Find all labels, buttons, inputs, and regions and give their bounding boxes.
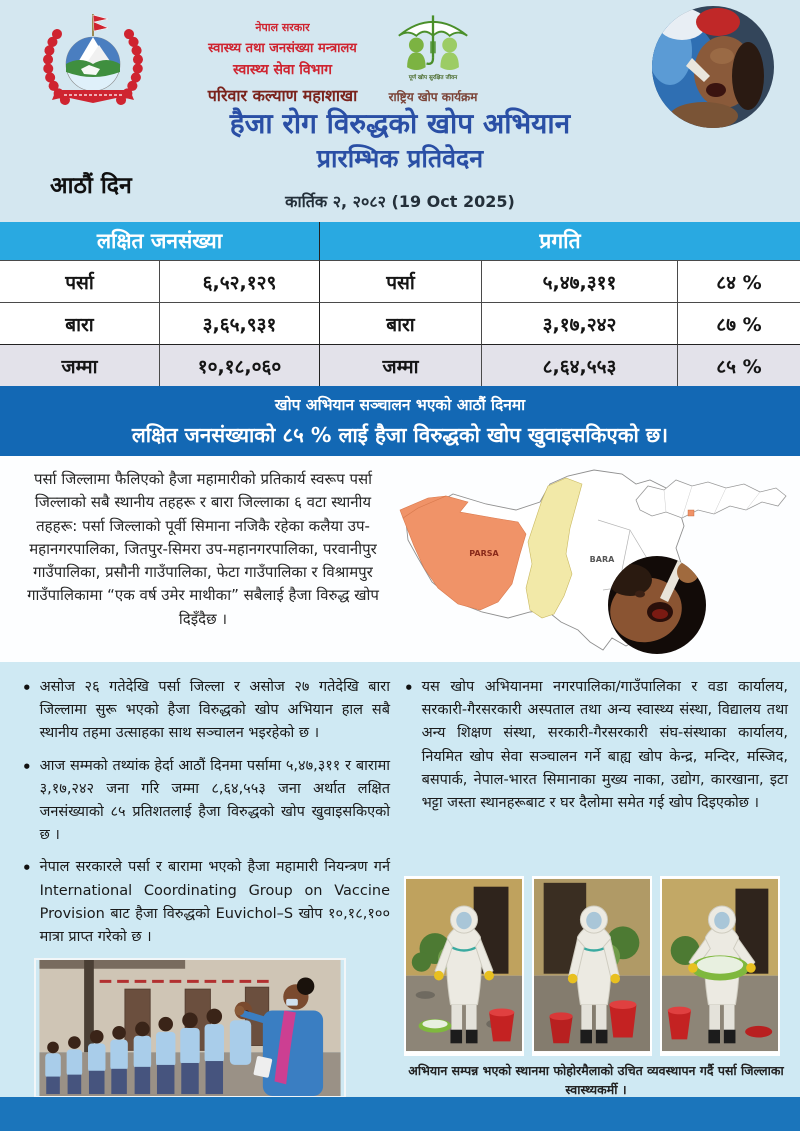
cell-percent: ८७ % (678, 302, 800, 344)
bullet-icon: • (22, 679, 32, 697)
cell-progress: ३,१७,२४२ (482, 302, 678, 344)
map-label-bara: BARA (589, 555, 615, 564)
page-title: हैजा रोग विरुद्धको खोप अभियान (229, 107, 571, 140)
list-item (22, 755, 390, 848)
cell-district: पर्सा (320, 260, 482, 302)
cell-district: पर्सा (0, 260, 160, 302)
program-name: राष्ट्रिय खोप कार्यक्रम (388, 90, 478, 104)
govt-line: स्वास्थ्य सेवा विभाग (233, 62, 332, 78)
cell-progress-total: ८,६४,५५३ (482, 344, 678, 386)
nepal-government-emblem-icon (36, 10, 150, 110)
right-column (404, 676, 788, 824)
cell-progress: ५,४७,३११ (482, 260, 678, 302)
program-tagline: पूर्ण खोप सुरक्षित जीवन (408, 75, 458, 82)
list-item (22, 856, 390, 949)
intro-paragraph: पर्सा जिल्लामा फैलिएको हैजा महामारीको प्रतिकार्य स्वरूप पर्सा जिल्लाको सबै स्थानीय तहहरू र बारा जिल्लाका ६ वटा स्थानीय तहहरू: पर्सा जिल्लाको पूर्वी सिमाना नजिकै रहेका कलैया उप-महानगरपालिका, जितपुर-सिमरा उप-महानगरपालिका, परवानीपुर गाउँपालिका, प्रसौनी गाउँपालिका, फेटा गाउँपालिका र विश्रामपुर गाउँपालिकामा “एक वर्ष उमेर माथीका” सबैलाई हैजा विरुद्ध खोप दिइँदैछ । (27, 470, 379, 628)
cell-district: बारा (320, 302, 482, 344)
cell-percent: ८४ % (678, 260, 800, 302)
cell-target-total: १०,१८,०६० (160, 344, 320, 386)
bullet-icon: • (22, 859, 32, 878)
column-header-progress: प्रगति (320, 222, 800, 260)
ppe-photo-strip (404, 876, 788, 1056)
list-item (22, 676, 390, 746)
list-item (404, 676, 788, 815)
intro-section (0, 456, 800, 662)
left-column (22, 676, 390, 958)
details-section (0, 662, 800, 1097)
bullet-text: यस खोप अभियानमा नगरपालिका/गाउँपालिका र वडा कार्यालय, सरकारी-गैरसरकारी अस्पताल तथा अन्य स्वास्थ्य संस्था, विद्यालय तथा अन्य शिक्षण संस्था, सरकारी-गैरसरकारी संघ-संस्थाका कार्यालय, नियमित खोप सेवा सञ्चालन गर्ने बाह्य खोप केन्द्र, मन्दिर, मस्जिद, बसपार्क, नेपाल-भारत सिमानाका मुख्य नाका, उद्योग, कारखाना, इटा भट्टा जस्ता स्थानहरूबाट र घर दैलोमा समेत गई खोप दिइएकोछ । (421, 679, 788, 811)
cell-percent-total: ८५ % (678, 344, 800, 386)
photo-ppe-2 (532, 876, 652, 1056)
banner-line1: खोप अभियान सञ्चालन भएको आठौं दिनमा (274, 396, 526, 414)
bullet-text: नेपाल सरकारले पर्सा र बारामा भएको हैजा महामारी नियन्त्रण गर्न International Coordinating Group on Vaccine Provision बाट हैजा विरुद्धको Euvichol–S खोप १०,१८,१०० मात्रा प्राप्त गरेको छ । (39, 859, 390, 945)
page-subtitle: प्रारम्भिक प्रतिवेदन (316, 144, 484, 173)
banner-line2: लक्षित जनसंख्याको ८५ % लाई हैजा विरुद्धको खोप खुवाइसकिएको छ। (131, 423, 669, 447)
column-header-target: लक्षित जनसंख्या (0, 222, 320, 260)
cell-target: ३,६५,९३१ (160, 302, 320, 344)
govt-line: स्वास्थ्य तथा जनसंख्या मन्त्रालय (208, 41, 357, 56)
cell-district: बारा (0, 302, 160, 344)
photo-caption: अभियान सम्पन्न भएको स्थानमा फोहोरमैलाको उचित व्यवस्थापन गर्दै पर्सा जिल्लाका स्वास्थ्यकर्मी । (408, 1063, 784, 1097)
ministry-text-block (160, 20, 405, 106)
bullet-text: आज सम्मको तथ्यांक हेर्दा आठौं दिनमा पर्सामा ५,४७,३११ र बारामा ३,१७,२४२ जना गरि जम्मा ८,६४,५५३ जना अर्थात लक्षित जनसंख्याको ८५ प्रतिशतलाई हैजा विरुद्धको खोप खुवाइसकिएको छ । (39, 757, 390, 844)
map-label-parsa: PARSA (469, 549, 499, 558)
govt-line: परिवार कल्याण महाशाखा (207, 86, 358, 105)
report-date: कार्तिक २, २०८२ (19 Oct 2025) (285, 192, 515, 211)
bullet-icon: • (22, 757, 32, 776)
header-section (0, 0, 800, 222)
bullet-text: असोज २६ गतेदेखि पर्सा जिल्ला र असोज २७ गतेदेखि बारा जिल्लामा सुरू भएको हैजा विरुद्धको खोप अभियान हाल सबै स्थानीय तहमा उत्साहका साथ सञ्चालन भइरहेको छ । (39, 679, 390, 742)
cell-district-total: जम्मा (0, 344, 160, 386)
highlight-banner (0, 386, 800, 456)
photo-school-vaccination (34, 958, 346, 1098)
day-label: आठौं दिन (50, 173, 132, 199)
footer-band (0, 1097, 800, 1131)
immunization-program-block (378, 8, 488, 105)
cell-target: ६,५२,१२९ (160, 260, 320, 302)
govt-line: नेपाल सरकार (255, 21, 310, 34)
photo-ppe-3 (660, 876, 780, 1056)
district-map (398, 460, 794, 660)
immunization-program-logo-icon (383, 8, 483, 82)
photo-ppe-1 (404, 876, 524, 1056)
summary-table (0, 222, 800, 386)
cell-district-total: जम्मा (320, 344, 482, 386)
bullet-icon: • (404, 679, 414, 697)
